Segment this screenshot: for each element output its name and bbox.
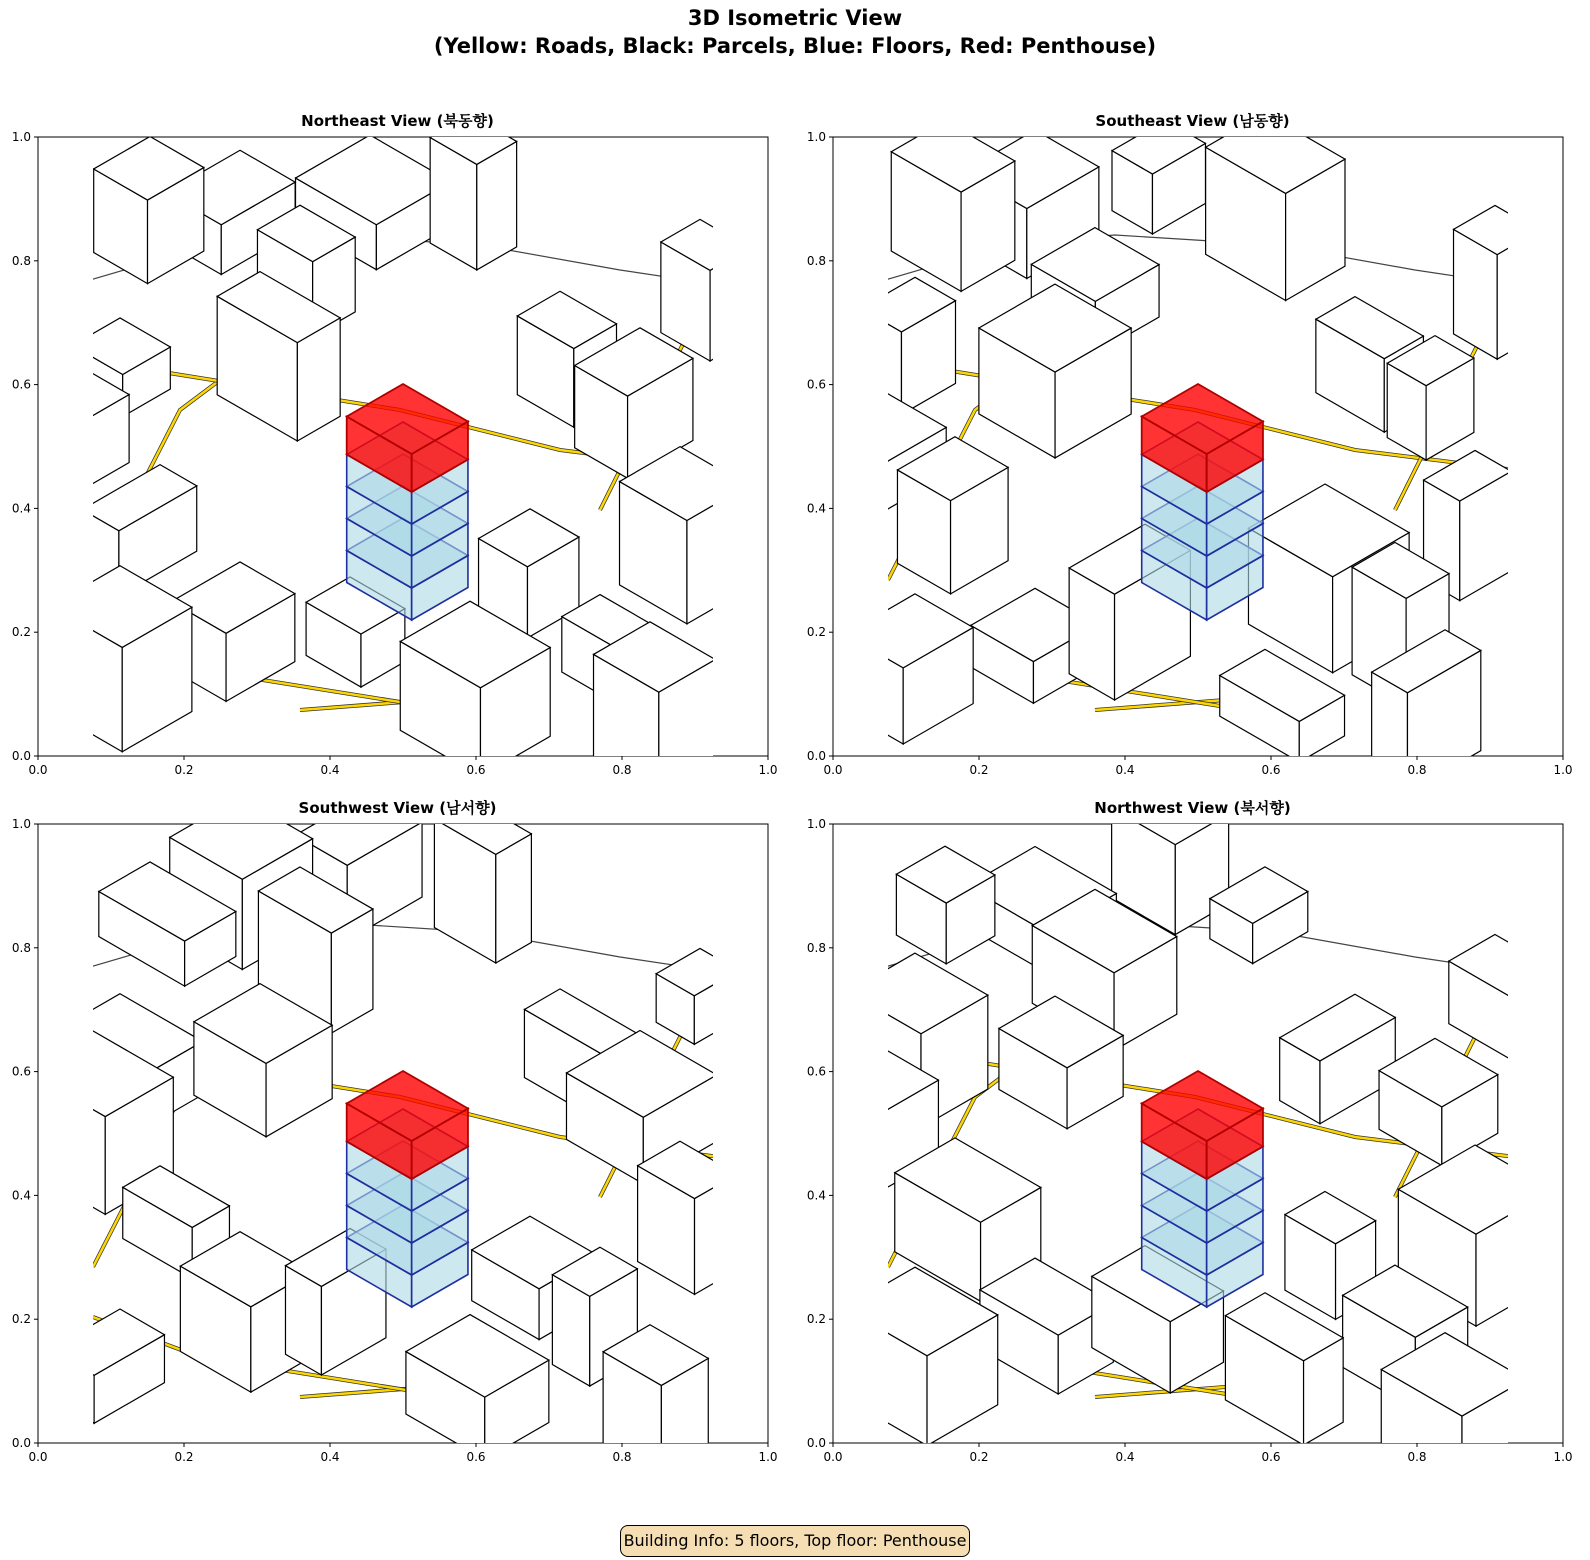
y-tick-label: 0.0 bbox=[11, 749, 31, 763]
target-building bbox=[347, 384, 468, 620]
x-tick-label: 1.0 bbox=[1553, 763, 1573, 777]
x-tick-label: 0.4 bbox=[1115, 1450, 1135, 1464]
y-tick-label: 0.6 bbox=[806, 1064, 826, 1079]
x-tick-label: 0.4 bbox=[320, 1450, 340, 1464]
parcel-building bbox=[891, 121, 1015, 292]
x-tick-label: 0.8 bbox=[1407, 1450, 1427, 1464]
target-building bbox=[1142, 384, 1263, 620]
x-tick-label: 0.0 bbox=[823, 763, 843, 777]
parcel-building bbox=[48, 372, 129, 487]
parcel-building bbox=[897, 437, 1008, 594]
x-tick-label: 0.0 bbox=[28, 763, 48, 777]
y-tick-label: 0.8 bbox=[11, 940, 31, 955]
parcel-building bbox=[406, 1315, 549, 1460]
x-tick-label: 0.2 bbox=[174, 763, 194, 777]
y-tick-label: 1.0 bbox=[806, 130, 826, 144]
x-tick-label: 0.4 bbox=[320, 763, 340, 777]
y-tick-label: 0.0 bbox=[11, 1436, 31, 1450]
parcel-building bbox=[430, 115, 516, 270]
parcel-building bbox=[50, 566, 192, 752]
y-tick-label: 0.4 bbox=[11, 501, 31, 516]
scene-southwest bbox=[0, 797, 795, 1487]
panel-title-southeast: Southeast View (남동향) bbox=[1095, 112, 1290, 130]
x-tick-label: 0.6 bbox=[1261, 763, 1281, 777]
x-tick-label: 0.2 bbox=[969, 1450, 989, 1464]
panel-southeast bbox=[795, 110, 1590, 800]
x-tick-label: 0.8 bbox=[612, 763, 632, 777]
x-tick-label: 0.4 bbox=[1115, 763, 1135, 777]
panel-title-northeast: Northeast View (북동향) bbox=[301, 112, 494, 130]
y-tick-label: 0.0 bbox=[806, 1436, 826, 1450]
panel-title-northwest: Northwest View (북서향) bbox=[1094, 799, 1291, 817]
x-tick-label: 0.2 bbox=[174, 1450, 194, 1464]
scene-southeast bbox=[795, 110, 1590, 800]
y-tick-label: 0.2 bbox=[806, 1312, 826, 1327]
y-tick-label: 0.4 bbox=[11, 1188, 31, 1203]
y-tick-label: 1.0 bbox=[11, 817, 31, 831]
parcel-building bbox=[1280, 994, 1396, 1124]
parcel-building bbox=[1225, 1293, 1343, 1445]
scene-content bbox=[808, 113, 1538, 793]
y-tick-label: 0.6 bbox=[11, 1064, 31, 1079]
parcel-building-right-face bbox=[496, 834, 532, 963]
x-tick-label: 1.0 bbox=[1553, 1450, 1573, 1464]
parcel-building bbox=[50, 1309, 165, 1423]
x-tick-label: 0.8 bbox=[612, 1450, 632, 1464]
figure-title-line2: (Yellow: Roads, Black: Parcels, Blue: Floors, Red: Penthouse) bbox=[433, 34, 1157, 58]
parcel-building bbox=[1206, 113, 1345, 301]
y-tick-label: 0.6 bbox=[11, 377, 31, 392]
parcel-building bbox=[434, 798, 531, 963]
figure-title-line1: 3D Isometric View bbox=[687, 6, 903, 30]
x-tick-label: 1.0 bbox=[758, 1450, 778, 1464]
y-tick-label: 0.4 bbox=[806, 501, 826, 516]
parcel-building-left-face bbox=[50, 1350, 94, 1424]
x-tick-label: 0.2 bbox=[969, 763, 989, 777]
y-tick-label: 0.2 bbox=[11, 625, 31, 640]
y-tick-label: 0.2 bbox=[11, 1312, 31, 1327]
parcel-building-left-face bbox=[48, 396, 87, 487]
y-tick-label: 1.0 bbox=[11, 130, 31, 144]
y-tick-label: 0.8 bbox=[806, 253, 826, 268]
parcel-building bbox=[845, 594, 973, 744]
y-tick-label: 0.4 bbox=[806, 1188, 826, 1203]
x-tick-label: 0.6 bbox=[466, 1450, 486, 1464]
parcel-building-right-face bbox=[710, 248, 749, 361]
parcel-building bbox=[620, 447, 748, 624]
parcel-building bbox=[1379, 1038, 1498, 1165]
x-tick-label: 0.6 bbox=[466, 763, 486, 777]
parcel-building-left-face bbox=[826, 1084, 879, 1193]
panel-southwest bbox=[0, 797, 795, 1487]
scene-content bbox=[826, 797, 1580, 1487]
y-tick-label: 0.8 bbox=[11, 253, 31, 268]
figure-title bbox=[0, 4, 1590, 60]
parcel-building bbox=[1454, 205, 1539, 359]
scene-content bbox=[48, 115, 749, 800]
y-tick-label: 0.2 bbox=[806, 625, 826, 640]
parcel-building-right-face bbox=[1533, 983, 1579, 1072]
parcel-building-left-face bbox=[22, 1068, 105, 1214]
x-tick-label: 0.0 bbox=[823, 1450, 843, 1464]
y-tick-label: 1.0 bbox=[806, 817, 826, 831]
panel-northwest bbox=[795, 797, 1590, 1487]
parcel-building bbox=[661, 219, 749, 361]
x-tick-label: 0.0 bbox=[28, 1450, 48, 1464]
x-tick-label: 0.8 bbox=[1407, 763, 1427, 777]
parcel-building bbox=[94, 136, 204, 283]
building-info-box: Building Info: 5 floors, Top floor: Penthouse bbox=[620, 1525, 970, 1557]
parcel-building bbox=[656, 948, 738, 1044]
x-tick-label: 1.0 bbox=[758, 763, 778, 777]
parcel-building bbox=[896, 846, 994, 964]
scene-northwest bbox=[795, 797, 1590, 1487]
panel-title-southwest: Southwest View (남서향) bbox=[298, 799, 497, 817]
x-tick-label: 0.6 bbox=[1261, 1450, 1281, 1464]
panel-northeast bbox=[0, 110, 795, 800]
scene-content bbox=[22, 797, 740, 1478]
y-tick-label: 0.8 bbox=[806, 940, 826, 955]
target-building bbox=[1142, 1071, 1263, 1307]
parcel-building bbox=[638, 1141, 737, 1294]
target-building bbox=[347, 1071, 468, 1307]
scene-northeast bbox=[0, 110, 795, 800]
y-tick-label: 0.6 bbox=[806, 377, 826, 392]
parcel-building bbox=[861, 277, 956, 414]
y-tick-label: 0.0 bbox=[806, 749, 826, 763]
